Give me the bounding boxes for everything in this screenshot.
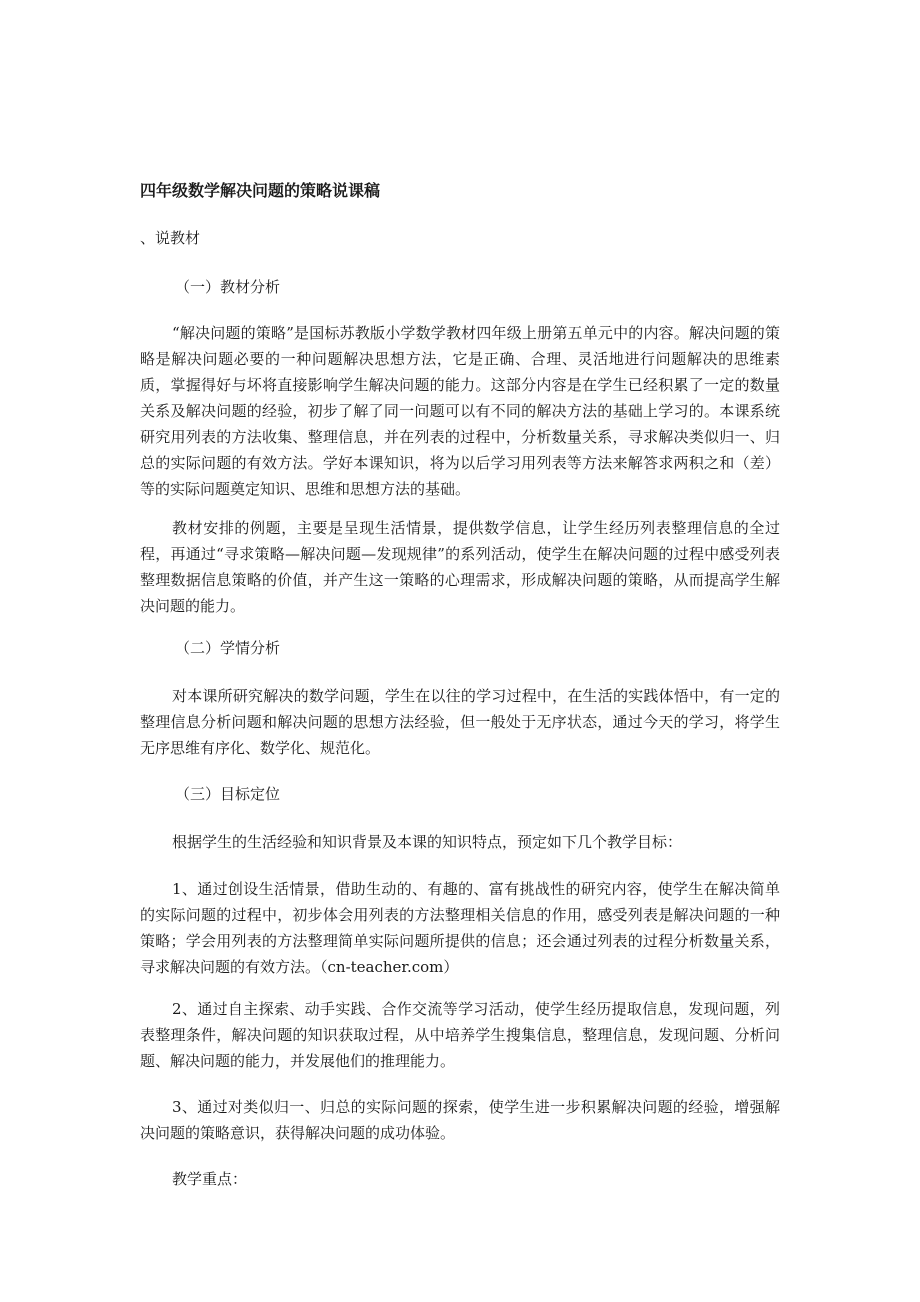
paragraph-teaching-focus: 教学重点：: [172, 1170, 248, 1188]
paragraph-goal-1: 1、通过创设生活情景，借助生动的、有趣的、富有挑战性的研究内容，使学生在解决简单的实际问题的过程中，初步体会用列表的方法整理相关信息的作用，感受列表是解决问题的一种策略；学会用列表的方法整理简单实际问题所提供的信息；还会通过列表的过程分析数量关系，寻求解决问题的有效方法。（cn-teacher.com）: [140, 880, 780, 976]
subheading-goal-positioning: （三）目标定位: [175, 785, 281, 803]
paragraph-student-analysis: 对本课所研究解决的数学问题，学生在以往的学习过程中，在生活的实践体悟中，有一定的整理信息分析问题和解决问题的思想方法经验，但一般处于无序状态，通过今天的学习，将学生无序思维有序化、数学化、规范化。: [140, 687, 780, 757]
paragraph-goal-2: 2、通过自主探索、动手实践、合作交流等学习活动，使学生经历提取信息，发现问题，列表整理条件，解决问题的知识获取过程，从中培养学生搜集信息，整理信息，发现问题、分析问题、解决问题的能力，并发展他们的推理能力。: [140, 1000, 780, 1070]
subheading-student-analysis: （二）学情分析: [175, 639, 281, 657]
subheading-textbook-analysis: （一）教材分析: [175, 278, 281, 296]
paragraph-goals-intro: 根据学生的生活经验和知识背景及本课的知识特点，预定如下几个教学目标：: [172, 833, 683, 851]
section-heading: 、说教材: [140, 229, 201, 247]
paragraph-goal-3: 3、通过对类似归一、归总的实际问题的探索，使学生进一步积累解决问题的经验，增强解决问题的策略意识，获得解决问题的成功体验。: [140, 1098, 780, 1142]
document-title: 四年级数学解决问题的策略说课稿: [140, 181, 381, 200]
paragraph-example-arrangement: 教材安排的例题，主要是呈现生活情景，提供数学信息，让学生经历列表整理信息的全过程，再通过“寻求策略—解决问题—发现规律”的系列活动，使学生在解决问题的过程中感受列表整理数据信息策略的价值，并产生这一策略的心理需求，形成解决问题的策略，从而提高学生解决问题的能力。: [140, 519, 780, 615]
paragraph-textbook-content: “解决问题的策略”是国标苏教版小学数学教材四年级上册第五单元中的内容。解决问题的策略是解决问题必要的一种问题解决思想方法，它是正确、合理、灵活地进行问题解决的思维素质，掌握得好与坏将直接影响学生解决问题的能力。这部分内容是在学生已经积累了一定的数量关系及解决问题的经验，初步了解了同一问题可以有不同的解决方法的基础上学习的。本课系统研究用列表的方法收集、整理信息，并在列表的过程中，分析数量关系，寻求解决类似归一、归总的实际问题的有效方法。学好本课知识，将为以后学习用列表等方法来解答求两积之和（差）等的实际问题奠定知识、思维和思想方法的基础。: [140, 324, 780, 498]
